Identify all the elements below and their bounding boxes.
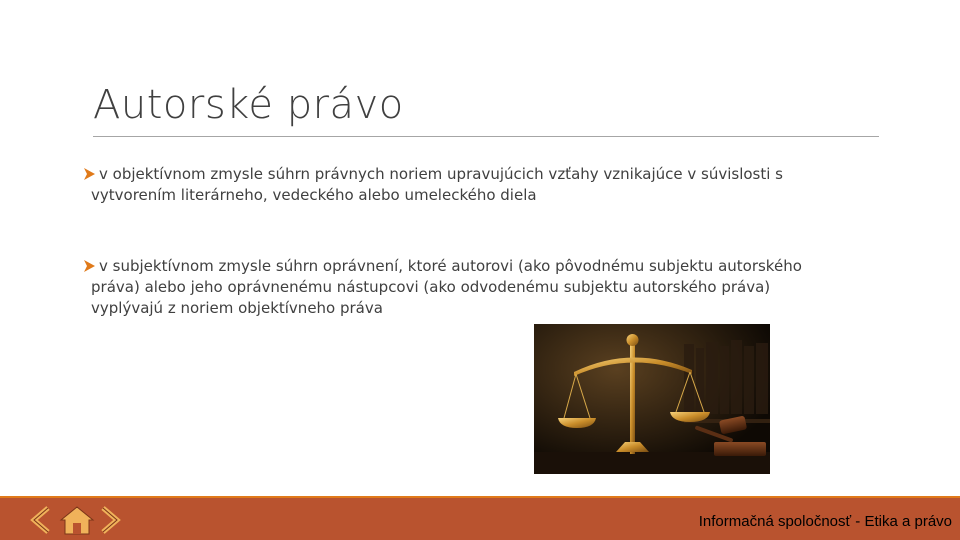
bullet-line: v objektívnom zmysle súhrn právnych noriem upravujúcich vzťahy vznikajúce v súvislosti s	[99, 165, 783, 183]
footer-caption: Informačná spoločnosť - Etika a právo	[698, 513, 952, 530]
slide-title: Autorské právo	[93, 82, 404, 128]
scales-of-justice-photo	[534, 324, 770, 474]
bullet-line: vytvorením literárneho, vedeckého alebo umeleckého diela	[91, 186, 537, 204]
bullet-arrow-icon	[84, 168, 95, 180]
bullet-subjective	[84, 256, 874, 319]
title-divider	[93, 136, 879, 137]
back-arrow-icon[interactable]	[26, 505, 56, 535]
bullet-line: vyplývajú z noriem objektívneho práva	[91, 299, 383, 317]
forward-arrow-icon[interactable]	[97, 505, 125, 535]
bullet-line: práva) alebo jeho oprávnenému nástupcovi (ako odvodenému subjektu autorského práva)	[91, 278, 771, 296]
bullet-objective	[84, 164, 874, 206]
bullet-arrow-icon	[84, 260, 95, 272]
home-icon[interactable]	[58, 505, 96, 535]
bullet-line: v subjektívnom zmysle súhrn oprávnení, ktoré autorovi (ako pôvodnému subjektu autorského	[99, 257, 802, 275]
